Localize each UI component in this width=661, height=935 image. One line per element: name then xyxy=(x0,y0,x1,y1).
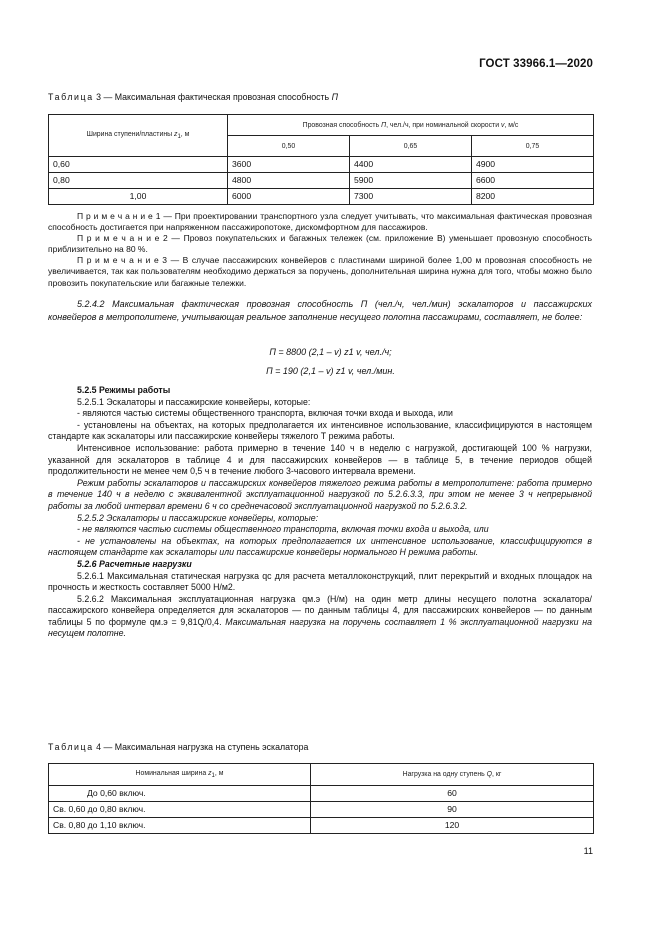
formula-per-hour: П = 8800 (2,1 – v) z1 v, чел./ч; xyxy=(269,347,392,357)
note-3: П р и м е ч а н и е 3 — В случае пассажирских конвейеров с пластинами шириной более 1,00 м провозная способность не увеличивается, так как пользователям необходимо держаться за поручень, дополнительная ширина нужна для того, чтобы можно было провозить покупательские или багажные тележки. xyxy=(48,255,592,288)
section-5242-text: 5.2.4.2 Максимальная фактическая провозная способность П (чел./ч, чел./мин) эскалаторов и пассажирских конвейеров в метрополитене, учитывающая реальное заполнение несущего полотна пассажирами, составляет, не более: xyxy=(48,299,592,322)
paragraph-intensive-use: Интенсивное использование: работа примерно в течение 140 ч в неделю с нагрузкой, достигающей 100 % нагрузки, указанной для эскалаторов в таблице 4 и для пассажирских конвейеров — в таблице 5, в течение периодов общей продолжительности не менее чем 0,5 ч в течение любого 3-часового интервала времени. xyxy=(48,442,592,477)
section-526-title: 5.2.6 Расчетные нагрузки xyxy=(77,558,192,569)
list-item: - установлены на объектах, на которых предполагается их интенсивное использование, классифицируются в настоящем стандарте как эскалаторы или пассажирские конвейеры тяжелого Т режима работы. xyxy=(48,419,592,442)
table4 xyxy=(48,763,594,834)
table3-col-header: Ширина ступени/пластины $z_1$, м xyxy=(49,115,228,157)
table3-speed: 0,50 xyxy=(228,136,350,157)
table-cell: 3600 xyxy=(228,157,350,173)
table-row xyxy=(49,802,594,818)
table-row xyxy=(49,173,594,189)
table-cell: 1,00 xyxy=(49,189,228,205)
table3-group-header: Провозная способность П, чел./ч, при номинальной скорости v, м/с xyxy=(228,115,594,136)
list-item: - не установлены на объектах, на которых предполагается их интенсивное использование, классифицируются в настоящем стандарте как эскалаторы или пассажирские конвейеры нормального Н режима работы. xyxy=(48,535,592,558)
section-5262-handrail: Максимальная нагрузка на поручень составляет 1 % эксплуатационной нагрузки на несущем полотне. xyxy=(48,616,593,639)
note-1: П р и м е ч а н и е 1 — При проектировании транспортного узла следует учитывать, что максимальная фактическая провозная способность достигается при напряженном пассажиропотоке, дискомфортном для пассажиров. xyxy=(48,211,592,233)
document-id: ГОСТ 33966.1—2020 xyxy=(479,58,593,70)
table-cell: 90 xyxy=(311,802,594,818)
table-cell: 6600 xyxy=(471,173,593,189)
table3 xyxy=(48,114,594,205)
table-cell: 7300 xyxy=(349,189,471,205)
table-cell: 120 xyxy=(311,818,594,834)
section-5261: 5.2.6.1 Максимальная статическая нагрузка qс для расчета металлоконструкций, плит перекрытий и входных площадок на прочность и жесткость составляет 5000 Н/м2. xyxy=(48,570,592,593)
formula-per-minute: П = 190 (2,1 – v) z1 v, чел./мин. xyxy=(266,366,395,376)
list-item: - являются частью системы общественного транспорта, включая точки входа и выхода, или xyxy=(77,408,453,419)
table-cell: 4800 xyxy=(228,173,350,189)
paragraph-metro-mode: Режим работы эскалаторов и пассажирских конвейеров тяжелого режима работы в метрополитене: работа примерно в течение 140 ч в неделю с эквивалентной эксплуатационной нагрузкой по 5.2.6.3.3, при этом не менее 3 ч непрерывной работы за любой интервал времени 6 ч со среднечасовой эксплуатационной нагрузкой по 5.2.6.3.2. xyxy=(48,477,592,511)
table-cell: Св. 0,80 до 1,10 включ. xyxy=(49,818,311,834)
list-item: - не являются частью системы общественного транспорта, включая точки входа и выхода, или xyxy=(77,524,489,535)
table-cell: 0,80 xyxy=(49,173,228,189)
table-row xyxy=(49,818,594,834)
table-row xyxy=(49,786,594,802)
section-525 xyxy=(48,385,592,640)
table-cell: 4400 xyxy=(349,157,471,173)
table3-speed: 0,75 xyxy=(471,136,593,157)
table-row xyxy=(49,157,594,173)
section-5242 xyxy=(48,298,592,324)
notes-block xyxy=(48,211,592,289)
table-cell: 60 xyxy=(311,786,594,802)
section-5262 xyxy=(48,594,592,640)
section-5262-text: 5.2.6.2 Максимальная эксплуатационная нагрузка qм.э (Н/м) на один метр длины несущего полотна эскалатора/пассажирского конвейера определяется для эскалаторов — по данным таблицы 4, для пассажирских конвейеров — по данным таблицы 5 по формуле qм.э = 9,81Q/0,4. xyxy=(48,593,592,627)
table4-col2-header: Нагрузка на одну ступень Q, кг xyxy=(311,764,594,786)
table-cell: 4900 xyxy=(471,157,593,173)
note-2: П р и м е ч а н и е 2 — Провоз покупательских и багажных тележек (см. приложение В) уменьшает провозную способность приблизительно на 80 %. xyxy=(48,233,592,255)
table3-caption: Таблица 3 — Максимальная фактическая провозная способность П xyxy=(48,92,338,102)
table4-caption: Таблица 4 — Максимальная нагрузка на ступень эскалатора xyxy=(48,742,309,752)
section-525-title: 5.2.5 Режимы работы xyxy=(77,385,171,395)
table-cell: 6000 xyxy=(228,189,350,205)
page-number: 11 xyxy=(583,846,593,856)
table-cell: 8200 xyxy=(471,189,593,205)
table-row xyxy=(49,189,594,205)
table-cell: До 0,60 включ. xyxy=(49,786,311,802)
table-cell: Св. 0,60 до 0,80 включ. xyxy=(49,802,311,818)
table-cell: 0,60 xyxy=(49,157,228,173)
section-5252-intro: 5.2.5.2 Эскалаторы и пассажирские конвейеры, которые: xyxy=(77,512,319,523)
table-cell: 5900 xyxy=(349,173,471,189)
table4-col1-header: Номинальная ширина $z_1$, м xyxy=(49,764,311,786)
table3-speed: 0,65 xyxy=(349,136,471,157)
section-5251-intro: 5.2.5.1 Эскалаторы и пассажирские конвейеры, которые: xyxy=(77,396,311,407)
